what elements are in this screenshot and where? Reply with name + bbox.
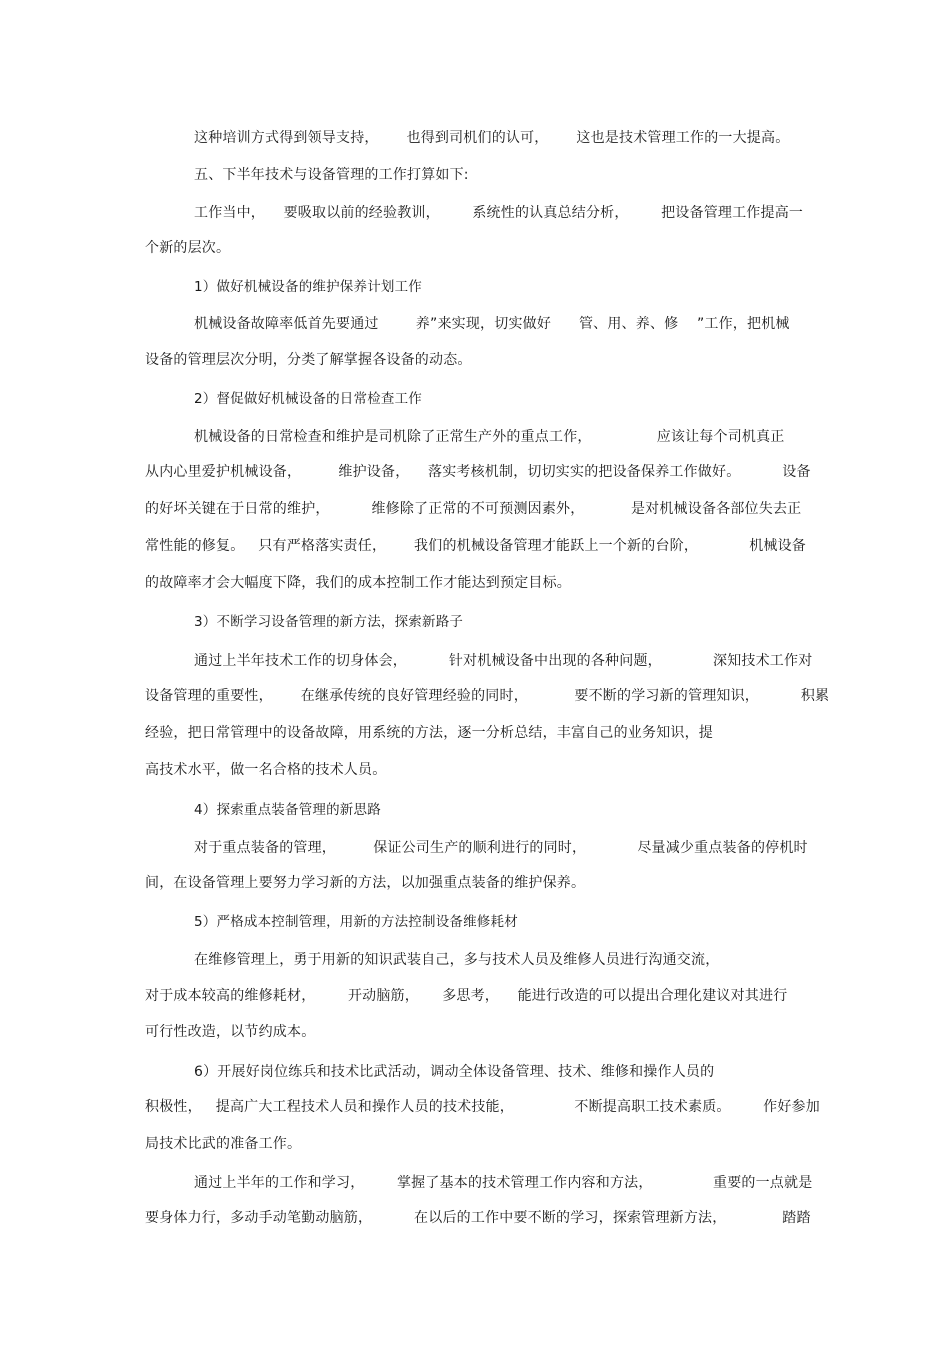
paragraph-line: 机械设备的日常检查和维护是司机除了正常生产外的重点工作， 应该让每个司机真正 <box>194 429 785 445</box>
paragraph-line: 高技术水平，做一名合格的技术人员。 <box>145 762 387 778</box>
paragraph-line: 间，在设备管理上要努力学习新的方法，以加强重点装备的维护保养。 <box>145 875 586 891</box>
paragraph-line: 机械设备故障率低首先要通过 养”来实现，切实做好 管、用、养、修 ”工作，把机械 <box>194 316 790 332</box>
paragraph-line: 个新的层次。 <box>145 240 231 256</box>
paragraph-line: 对于成本较高的维修耗材， 开动脑筋， 多思考， 能进行改造的可以提出合理化建议对其进行 <box>145 988 788 1004</box>
paragraph-line: 设备管理的重要性， 在继承传统的良好管理经验的同时， 要不断的学习新的管理知识， 积累 <box>145 688 830 704</box>
item-heading-5: 5）严格成本控制管理，用新的方法控制设备维修耗材 <box>194 914 518 930</box>
paragraph-line: 常性能的修复。 只有严格落实责任， 我们的机械设备管理才能跃上一个新的台阶， 机械设备 <box>145 538 807 554</box>
paragraph-line: 在维修管理上，勇于用新的知识武装自己，多与技术人员及维修人员进行沟通交流， <box>194 952 720 968</box>
item-heading-6: 6）开展好岗位练兵和技术比武活动，调动全体设备管理、技术、维修和操作人员的 <box>194 1064 715 1080</box>
paragraph-line: 局技术比武的准备工作。 <box>145 1136 302 1152</box>
item-heading-2: 2）督促做好机械设备的日常检查工作 <box>194 391 422 407</box>
item-heading-4: 4）探索重点装备管理的新思路 <box>194 802 381 818</box>
paragraph-line: 积极性， 提高广大工程技术人员和操作人员的技术技能， 不断提高职工技术素质。 作好参加 <box>145 1099 820 1115</box>
paragraph-line: 对于重点装备的管理， 保证公司生产的顺利进行的同时， 尽量减少重点装备的停机时 <box>194 840 808 856</box>
item-heading-1: 1）做好机械设备的维护保养计划工作 <box>194 279 422 295</box>
item-heading-3: 3）不断学习设备管理的新方法，探索新路子 <box>194 614 464 630</box>
paragraph-line: 工作当中， 要吸取以前的经验教训， 系统性的认真总结分析， 把设备管理工作提高一 <box>194 205 804 221</box>
paragraph-line: 设备的管理层次分明，分类了解掌握各设备的动态。 <box>145 352 472 368</box>
paragraph-line: 这种培训方式得到领导支持， 也得到司机们的认可， 这也是技术管理工作的一大提高。 <box>194 130 790 146</box>
paragraph-line: 的好坏关键在于日常的维护， 维修除了正常的不可预测因素外， 是对机械设备各部位失去正 <box>145 501 802 517</box>
paragraph-line: 的故障率才会大幅度下降，我们的成本控制工作才能达到预定目标。 <box>145 575 571 591</box>
paragraph-line: 通过上半年技术工作的切身体会， 针对机械设备中出现的各种问题， 深知技术工作对 <box>194 653 813 669</box>
paragraph-line: 可行性改造，以节约成本。 <box>145 1024 316 1040</box>
paragraph-line: 从内心里爱护机械设备， 维护设备， 落实考核机制，切切实实的把设备保养工作做好。 设备 <box>145 464 811 480</box>
section-heading: 五、下半年技术与设备管理的工作打算如下: <box>194 167 469 183</box>
paragraph-line: 通过上半年的工作和学习， 掌握了基本的技术管理工作内容和方法， 重要的一点就是 <box>194 1175 813 1191</box>
paragraph-line: 要身体力行，多动手动笔勤动脑筋， 在以后的工作中要不断的学习，探索管理新方法， 踏踏 <box>145 1210 811 1226</box>
paragraph-line: 经验，把日常管理中的设备故障，用系统的方法，逐一分析总结，丰富自己的业务知识，提 <box>145 725 713 741</box>
